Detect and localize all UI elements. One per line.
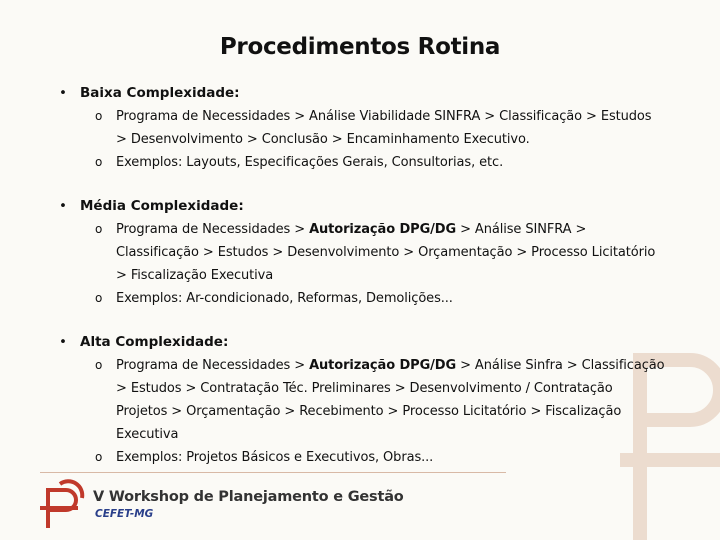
footer-event-title: V Workshop de Planejamento e Gestão — [93, 489, 404, 505]
list-item: o Exemplos: Projetos Básicos e Executivos, Obras... — [56, 446, 666, 469]
list-item: o Exemplos: Ar-condicionado, Reformas, Demolições... — [56, 287, 666, 310]
section-media — [56, 195, 666, 310]
bullet-icon: • — [59, 334, 67, 350]
sub-bullet-icon: o — [95, 155, 103, 169]
section-heading: Média Complexidade: — [80, 198, 244, 214]
sub-bullet-icon: o — [95, 222, 103, 236]
section-baixa — [56, 82, 666, 174]
sub-bullet-icon: o — [95, 450, 103, 464]
content — [56, 82, 666, 490]
list-item: o Programa de Necessidades > Autorização DPG/DG > Análise Sinfra > Classificação > Estudos > Contratação Téc. Preliminares > Desenvolvimento / Contratação Projetos > Orçamentação > Recebimento > Processo Licitatório > Fiscalização Executiva — [56, 354, 666, 446]
list-item: o Programa de Necessidades > Autorização DPG/DG > Análise SINFRA > Classificação > Estudos > Desenvolvimento > Orçamentação > Processo Licitatório > Fiscalização Executiva — [56, 218, 666, 287]
footer-institution: CEFET-MG — [95, 508, 154, 520]
bullet-icon: • — [59, 198, 67, 214]
list-item: o Exemplos: Layouts, Especificações Gerais, Consultorias, etc. — [56, 151, 666, 174]
footer-divider — [40, 472, 506, 473]
sub-bullet-icon: o — [95, 291, 103, 305]
sub-bullet-icon: o — [95, 358, 103, 372]
sub-bullet-icon: o — [95, 109, 103, 123]
workshop-logo-icon — [38, 478, 88, 528]
list-item: o Programa de Necessidades > Análise Viabilidade SINFRA > Classificação > Estudos > Desenvolvimento > Conclusão > Encaminhamento Executivo. — [56, 105, 666, 151]
page-title: Procedimentos Rotina — [219, 34, 501, 60]
bullet-icon: • — [59, 85, 67, 101]
section-heading: Alta Complexidade: — [80, 334, 229, 350]
section-heading: Baixa Complexidade: — [80, 85, 240, 101]
section-alta — [56, 331, 666, 469]
